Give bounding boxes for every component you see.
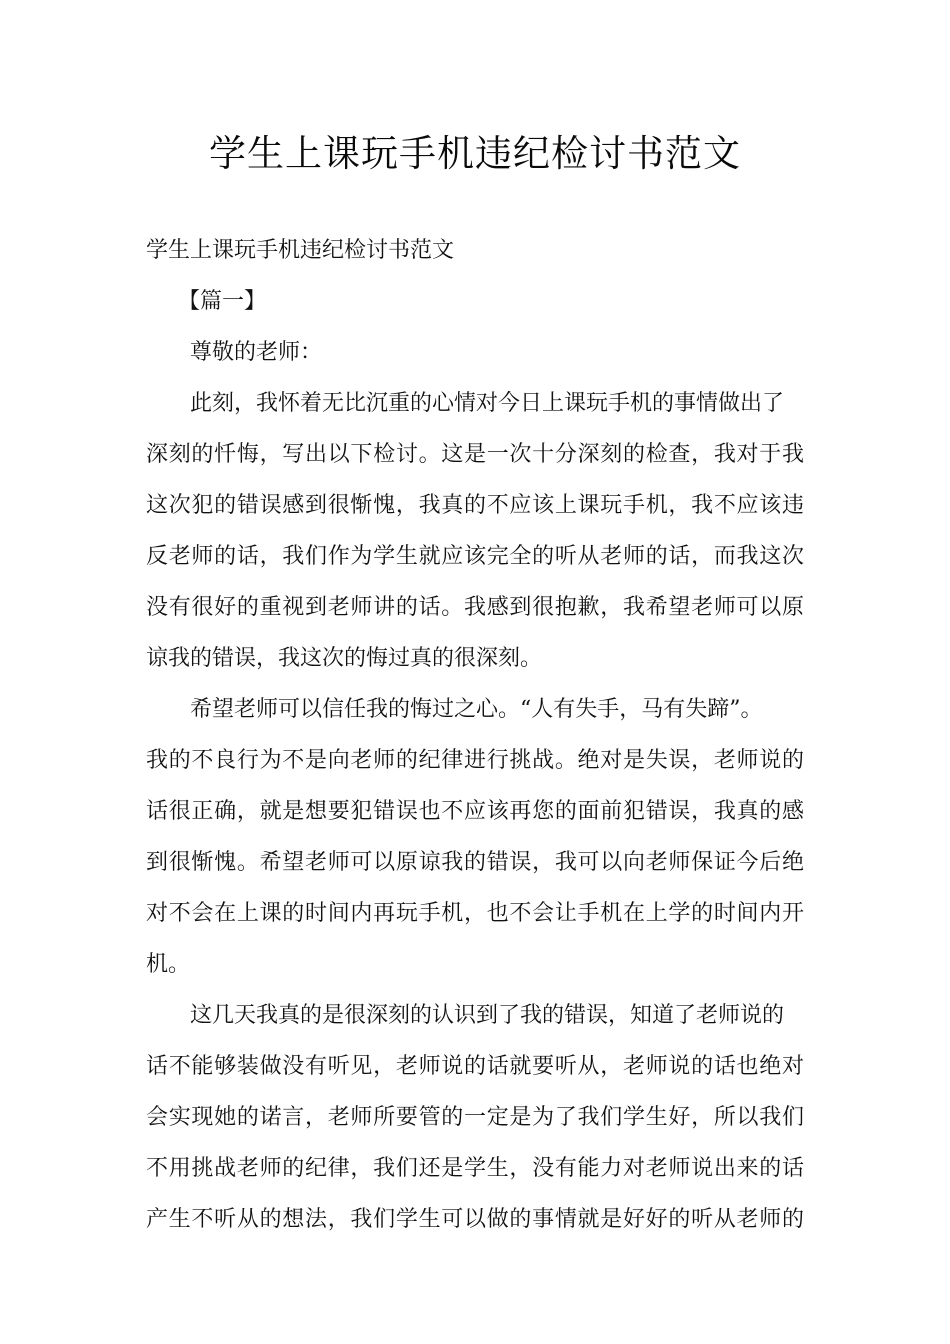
paragraph-line: 到很惭愧。希望老师可以原谅我的错误，我可以向老师保证今后绝 [146, 850, 804, 875]
paragraph-line: 对不会在上课的时间内再玩手机，也不会让手机在上学的时间内开 [146, 901, 804, 926]
paragraph-line: 我的不良行为不是向老师的纪律进行挑战。绝对是失误，老师说的 [146, 748, 804, 773]
document-subtitle: 学生上课玩手机违纪检讨书范文 [146, 238, 455, 263]
paragraph-line: 这次犯的错误感到很惭愧，我真的不应该上课玩手机，我不应该违 [146, 493, 804, 518]
paragraph-line: 谅我的错误，我这次的悔过真的很深刻。 [146, 646, 543, 671]
paragraph-line: 没有很好的重视到老师讲的话。我感到很抱歉，我希望老师可以原 [146, 595, 804, 620]
paragraph-line: 话不能够装做没有听见，老师说的话就要听从，老师说的话也绝对 [146, 1054, 804, 1079]
paragraph-line: 这几天我真的是很深刻的认识到了我的错误，知道了老师说的 [190, 1003, 785, 1028]
paragraph-line: 此刻，我怀着无比沉重的心情对今日上课玩手机的事情做出了 [190, 391, 785, 416]
paragraph-line: 机。 [146, 952, 191, 977]
paragraph-line: 不用挑战老师的纪律，我们还是学生，没有能力对老师说出来的话 [146, 1156, 804, 1181]
paragraph-line: 希望老师可以信任我的悔过之心。“人有失手，马有失蹄”。 [190, 697, 763, 722]
greeting-line: 尊敬的老师： [190, 340, 323, 365]
paragraph-line: 反老师的话，我们作为学生就应该完全的听从老师的话，而我这次 [146, 544, 804, 569]
paragraph-line: 深刻的忏悔，写出以下检讨。这是一次十分深刻的检查，我对于我 [146, 442, 804, 467]
document-title: 学生上课玩手机违纪检讨书范文 [209, 132, 741, 175]
section-heading: 【篇一】 [178, 289, 267, 314]
paragraph-line: 产生不听从的想法，我们学生可以做的事情就是好好的听从老师的 [146, 1207, 804, 1232]
paragraph-line: 会实现她的诺言，老师所要管的一定是为了我们学生好，所以我们 [146, 1105, 804, 1130]
paragraph-line: 话很正确，就是想要犯错误也不应该再您的面前犯错误，我真的感 [146, 799, 804, 824]
